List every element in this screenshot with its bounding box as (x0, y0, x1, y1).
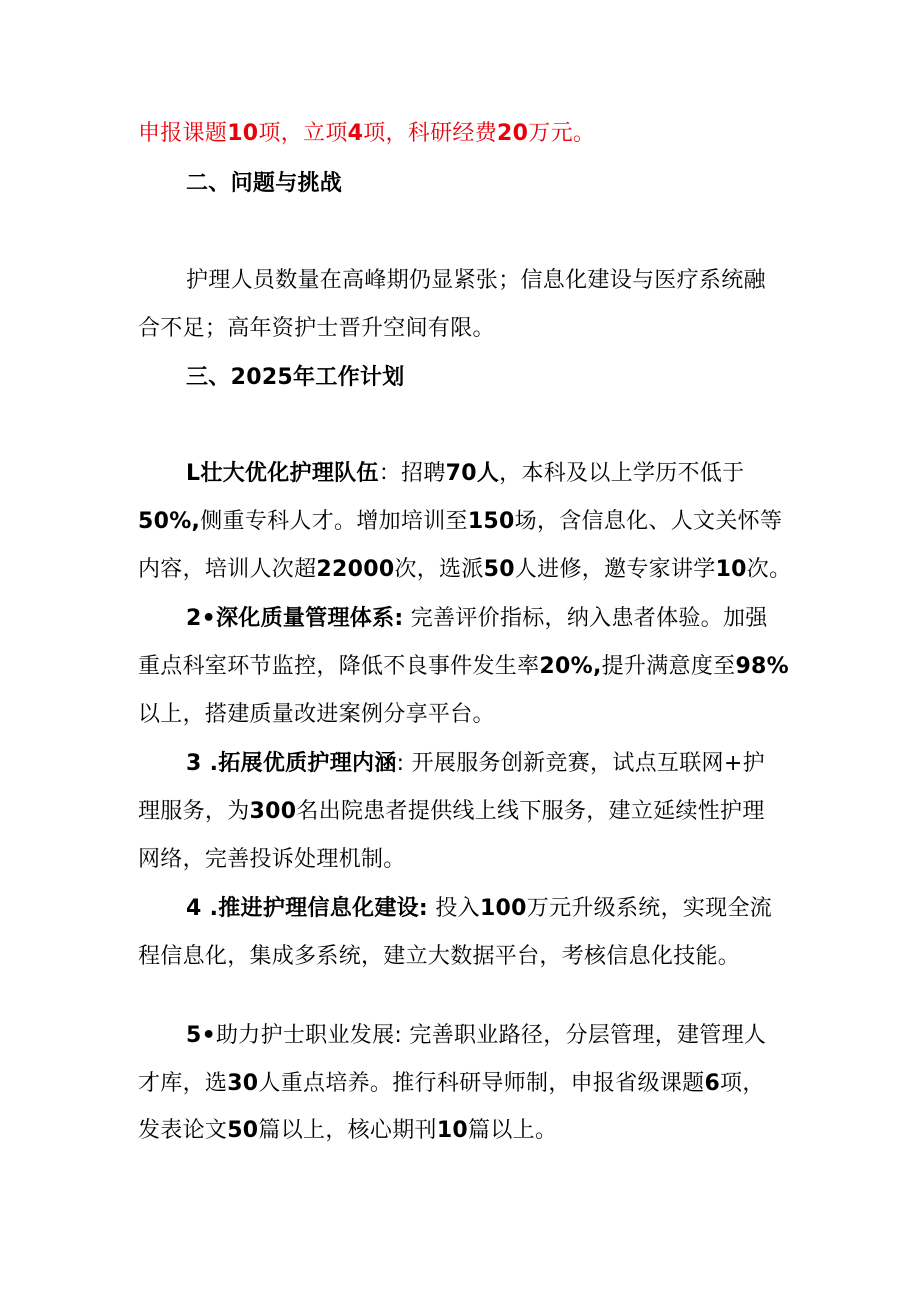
text-run: 名出院患者提供线上线下服务，建立延续性护理 (296, 799, 765, 824)
item-1-line-1 (186, 459, 798, 489)
text-run: 人重点培养。推行科研导师制，申报省级课题 (258, 1071, 705, 1096)
text-run: 10 (715, 557, 747, 582)
item-1-line-3 (138, 555, 798, 585)
paragraph-line: 合不足；高年资护士晋升空间有限。 (138, 316, 495, 341)
item-5-line-3 (138, 1116, 798, 1146)
item-1-title: L壮大优化护理队伍 (186, 461, 379, 486)
text-run: 5• (186, 1023, 216, 1048)
text-run: : 开展服务创新竞赛，试点互联网+护 (396, 751, 765, 776)
item-3-line-2 (138, 797, 798, 827)
text-run: 申报课题 (138, 121, 228, 146)
text-run: 人进修，邀专家讲学 (514, 557, 716, 582)
text-run: ：招聘 (378, 461, 446, 486)
text-run: 重点科室环节监控，降低不良事件发生率 (138, 654, 540, 679)
item-2-line-2 (138, 652, 798, 682)
text-run: 150 (467, 509, 515, 534)
text-run: 才库，选 (138, 1071, 228, 1096)
item-3-line-1 (186, 749, 798, 779)
item-2-line-1 (186, 604, 798, 634)
text-run: 100 (479, 896, 527, 921)
section-heading-3: 三、2025年工作计划 (186, 365, 405, 390)
section-heading-2: 二、问题与挑战 (186, 171, 343, 196)
text-run: 次，选派 (394, 557, 484, 582)
text-run: 发表论文 (138, 1118, 228, 1143)
item-5-line-2 (138, 1069, 798, 1099)
item-2-line-3: 以上，搭建质量改进案例分享平台。 (138, 702, 495, 727)
intro-line (138, 119, 798, 149)
item-5-line-1 (186, 1021, 798, 1051)
text-run: 项，立项 (258, 121, 348, 146)
item-3-line-3: 网络，完善投诉处理机制。 (138, 847, 406, 872)
item-3-title: 3 .拓展优质护理内涵 (186, 751, 397, 776)
item-2-title: 2•深化质量管理体系: (186, 606, 404, 631)
text-run: 理服务，为 (138, 799, 250, 824)
text-run: 项， (720, 1071, 765, 1096)
text-run: 20 (497, 121, 529, 146)
text-run: 22000 (316, 557, 395, 582)
text-run: 内容，培训人次超 (138, 557, 317, 582)
paragraph-line: 护理人员数量在高峰期仍显紧张；信息化建设与医疗系统融 (186, 268, 766, 293)
item-4-line-1 (186, 894, 798, 924)
text-run: 次。 (746, 557, 792, 582)
item-4-line-2: 程信息化，集成多系统，建立大数据平台，考核信息化技能。 (138, 944, 741, 969)
text-run: 70人 (445, 461, 500, 486)
text-run: ，本科及以上学历不低于 (499, 461, 745, 486)
text-run: 篇以上，核心期刊 (258, 1118, 437, 1143)
item-5-title: 助力护士职业发展: 完善职业路径，分层管理，建管理人 (215, 1023, 767, 1048)
text-run: 10 (436, 1118, 469, 1143)
text-run: 30 (227, 1071, 259, 1096)
text-run: 投入 (428, 896, 480, 921)
item-1-line-2 (138, 507, 798, 537)
text-run: 300 (249, 799, 297, 824)
text-run: 50 (227, 1118, 259, 1143)
text-run: 万元。 (528, 121, 596, 146)
text-run: 6 (704, 1071, 721, 1096)
text-run: 篇以上。 (468, 1118, 558, 1143)
text-run: 4 (347, 121, 364, 146)
text-run: 10 (227, 121, 259, 146)
text-run: 场，含信息化、人文关怀等 (514, 509, 783, 534)
text-run: 侧重专科人才。增加培训至 (200, 509, 468, 534)
item-4-title: 4 .推进护理信息化建设: (186, 896, 429, 921)
text-run: 项，科研经费 (363, 121, 498, 146)
text-run: 50%, (138, 509, 201, 534)
text-run: 50 (483, 557, 515, 582)
text-run: 98% (735, 654, 789, 679)
text-run: 完善评价指标，纳入患者体验。加强 (403, 606, 768, 631)
text-run: 万元升级系统，实现全流 (526, 896, 773, 921)
text-run: 提升满意度至 (601, 654, 736, 679)
text-run: 20%, (539, 654, 602, 679)
